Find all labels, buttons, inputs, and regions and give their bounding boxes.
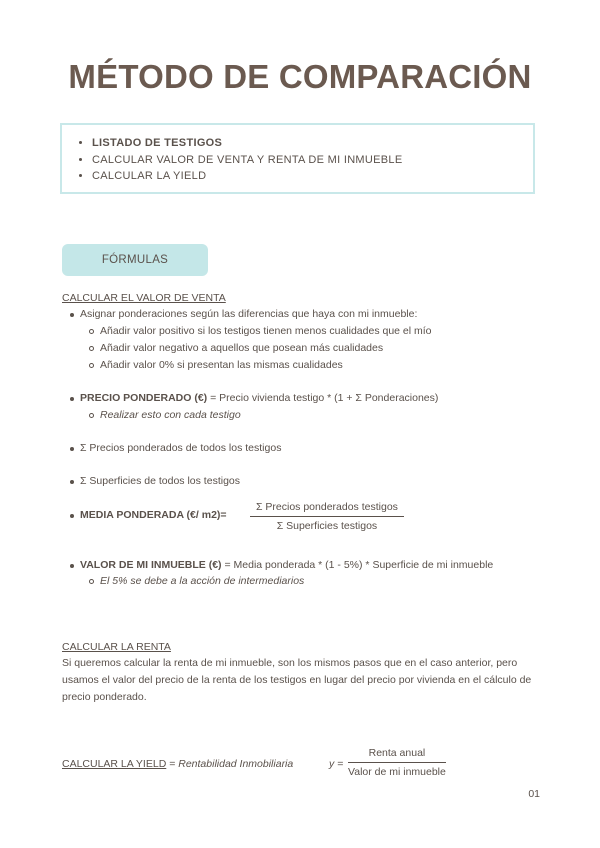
sub-item-negativo: Añadir valor negativo a aquellos que posean más cualidades xyxy=(100,342,384,354)
media-ponderada-label: MEDIA PONDERADA (€/ m2)= xyxy=(80,509,227,521)
sub-item-positivo: Añadir valor positivo si los testigos tienen menos cualidades que el mío xyxy=(100,325,432,337)
sum-precios-text: Σ Precios ponderados de todos los testigos xyxy=(80,442,282,454)
yield-line xyxy=(62,758,293,770)
precio-ponderado-line xyxy=(80,392,438,404)
summary-item-valor: • CALCULAR VALOR DE VENTA Y RENTA DE MI INMUEBLE xyxy=(92,152,533,169)
yield-heading: CALCULAR LA YIELD xyxy=(62,758,167,770)
bullet xyxy=(70,480,74,484)
renta-paragraph: Si queremos calcular la renta de mi inmueble, son los mismos pasos que en el caso anterior, pero usamos el valor del precio de la renta de los testigos en lugar del precio por vivienda en el cálculo de precio ponderado. xyxy=(62,657,532,703)
bullet xyxy=(70,313,74,317)
summary-item-testigos: • LISTADO DE TESTIGOS xyxy=(92,135,533,152)
bullet xyxy=(70,447,74,451)
yield-numerator: Renta anual xyxy=(368,747,426,759)
venta-heading: CALCULAR EL VALOR DE VENTA xyxy=(62,292,226,304)
renta-heading: CALCULAR LA RENTA xyxy=(62,641,171,653)
ponderaciones-text: Asignar ponderaciones según las diferencias que haya con mi inmueble: xyxy=(80,308,418,320)
valor-inmueble-line xyxy=(80,559,493,571)
yield-y-label: y = xyxy=(329,758,344,770)
valor-inmueble-formula: = Media ponderada * (1 - 5%) * Superficie de mi inmueble xyxy=(221,559,494,571)
bullet xyxy=(70,397,74,401)
page-title: MÉTODO DE COMPARACIÓN xyxy=(68,58,532,95)
bullet xyxy=(70,514,74,518)
summary-item-yield: • CALCULAR LA YIELD xyxy=(92,168,533,185)
formulas-button[interactable]: FÓRMULAS xyxy=(62,244,208,276)
yield-description: Rentabilidad Inmobiliaria xyxy=(178,758,294,770)
bullet xyxy=(70,564,74,568)
page-number: 01 xyxy=(528,788,540,800)
sub-bullet xyxy=(89,346,94,351)
valor-inmueble-note: El 5% se debe a la acción de intermediarios xyxy=(100,575,305,587)
summary-box xyxy=(60,123,535,194)
precio-ponderado-label: PRECIO PONDERADO (€) xyxy=(80,392,208,404)
precio-ponderado-formula: = Precio vivienda testigo * (1 + Σ Ponderaciones) xyxy=(207,392,439,404)
yield-fraction xyxy=(348,747,446,778)
valor-inmueble-label: VALOR DE MI INMUEBLE (€) xyxy=(80,559,222,571)
summary-list xyxy=(62,135,533,185)
sub-bullet xyxy=(89,413,94,418)
media-denominator: Σ Superficies testigos xyxy=(276,520,378,532)
yield-equals: = xyxy=(166,758,179,770)
yield-denominator: Valor de mi inmueble xyxy=(348,766,446,778)
media-numerator: Σ Precios ponderados testigos xyxy=(256,501,398,513)
media-ponderada-fraction xyxy=(250,501,404,532)
sub-item-cero: Añadir valor 0% si presentan las mismas cualidades xyxy=(100,359,343,371)
sub-bullet xyxy=(89,579,94,584)
precio-ponderado-note: Realizar esto con cada testigo xyxy=(100,409,241,421)
sub-bullet xyxy=(89,329,94,334)
sub-bullet xyxy=(89,363,94,368)
sum-superficies-text: Σ Superficies de todos los testigos xyxy=(80,475,240,487)
